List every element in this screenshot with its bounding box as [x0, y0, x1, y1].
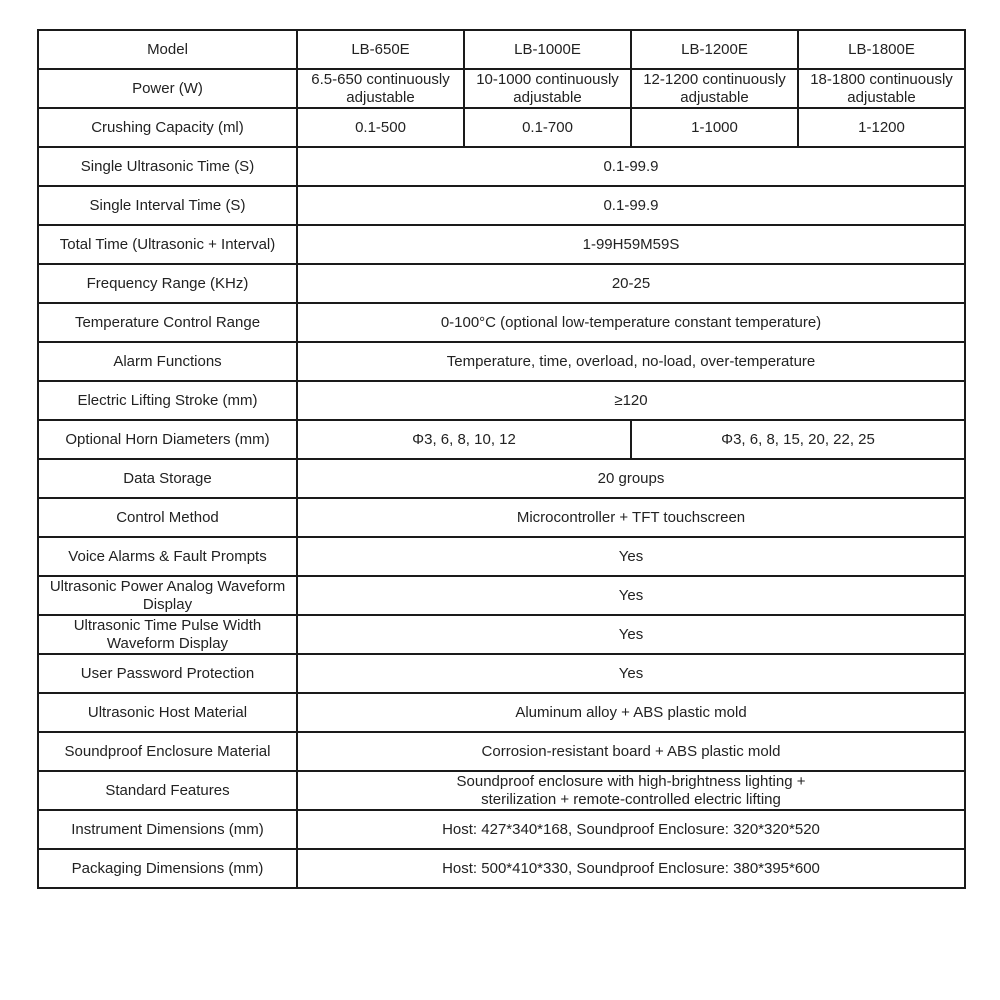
value-cell: 20-25 [297, 264, 965, 303]
row-label: Alarm Functions [38, 342, 297, 381]
value-cell: 20 groups [297, 459, 965, 498]
value-cell: 0.1-99.9 [297, 147, 965, 186]
table-row [38, 849, 965, 888]
table-row-power [38, 69, 965, 108]
row-label: Ultrasonic Host Material [38, 693, 297, 732]
table-row [38, 381, 965, 420]
table-row [38, 342, 965, 381]
row-label: Packaging Dimensions (mm) [38, 849, 297, 888]
value-cell: 12-1200 continuously adjustable [631, 69, 798, 108]
table-row [38, 498, 965, 537]
value-cell: 0.1-99.9 [297, 186, 965, 225]
table-row [38, 186, 965, 225]
table-row [38, 732, 965, 771]
row-label: Crushing Capacity (ml) [38, 108, 297, 147]
table-row-capacity [38, 108, 965, 147]
value-cell: Host: 500*410*330, Soundproof Enclosure: 380*395*600 [297, 849, 965, 888]
row-label: Instrument Dimensions (mm) [38, 810, 297, 849]
row-label: Standard Features [38, 771, 297, 810]
value-cell: 18-1800 continuously adjustable [798, 69, 965, 108]
row-label: Power (W) [38, 69, 297, 108]
value-cell: 1-99H59M59S [297, 225, 965, 264]
table-row [38, 225, 965, 264]
model-cell: LB-1800E [798, 30, 965, 69]
spec-table [37, 29, 966, 889]
model-cell: LB-650E [297, 30, 464, 69]
model-cell: LB-1200E [631, 30, 798, 69]
value-cell: 1-1000 [631, 108, 798, 147]
row-label: Model [38, 30, 297, 69]
row-label: Data Storage [38, 459, 297, 498]
value-cell: Φ3, 6, 8, 10, 12 [297, 420, 631, 459]
value-cell: 0.1-700 [464, 108, 631, 147]
row-label: User Password Protection [38, 654, 297, 693]
table-row [38, 303, 965, 342]
table-row [38, 810, 965, 849]
row-label: Single Ultrasonic Time (S) [38, 147, 297, 186]
row-label: Optional Horn Diameters (mm) [38, 420, 297, 459]
value-cell: 6.5-650 continuously adjustable [297, 69, 464, 108]
table-row [38, 771, 965, 810]
value-cell: 1-1200 [798, 108, 965, 147]
row-label: Single Interval Time (S) [38, 186, 297, 225]
table-row [38, 615, 965, 654]
model-cell: LB-1000E [464, 30, 631, 69]
value-cell: Microcontroller + TFT touchscreen [297, 498, 965, 537]
row-label: Soundproof Enclosure Material [38, 732, 297, 771]
row-label: Ultrasonic Power Analog Waveform Display [38, 576, 297, 615]
table-row [38, 654, 965, 693]
value-cell: Host: 427*340*168, Soundproof Enclosure: 320*320*520 [297, 810, 965, 849]
row-label: Ultrasonic Time Pulse Width Waveform Display [38, 615, 297, 654]
table-row [38, 264, 965, 303]
value-cell: 0-100°C (optional low-temperature constant temperature) [297, 303, 965, 342]
value-cell: ≥120 [297, 381, 965, 420]
row-label: Temperature Control Range [38, 303, 297, 342]
row-label: Frequency Range (KHz) [38, 264, 297, 303]
value-cell: 10-1000 continuously adjustable [464, 69, 631, 108]
value-cell: Φ3, 6, 8, 15, 20, 22, 25 [631, 420, 965, 459]
value-cell: Aluminum alloy + ABS plastic mold [297, 693, 965, 732]
value-cell: Yes [297, 654, 965, 693]
row-label: Electric Lifting Stroke (mm) [38, 381, 297, 420]
table-row [38, 459, 965, 498]
table-row-model [38, 30, 965, 69]
value-cell: 0.1-500 [297, 108, 464, 147]
value-cell: Yes [297, 615, 965, 654]
row-label: Voice Alarms & Fault Prompts [38, 537, 297, 576]
row-label: Control Method [38, 498, 297, 537]
table-row [38, 147, 965, 186]
value-cell: Yes [297, 537, 965, 576]
table-row [38, 576, 965, 615]
value-cell: Corrosion-resistant board + ABS plastic mold [297, 732, 965, 771]
value-cell: Yes [297, 576, 965, 615]
table-row [38, 693, 965, 732]
row-label: Total Time (Ultrasonic + Interval) [38, 225, 297, 264]
value-cell: Soundproof enclosure with high-brightness lighting + sterilization + remote-controlled electric lifting [297, 771, 965, 810]
value-cell: Temperature, time, overload, no-load, over-temperature [297, 342, 965, 381]
table-row-horn [38, 420, 965, 459]
table-row [38, 537, 965, 576]
